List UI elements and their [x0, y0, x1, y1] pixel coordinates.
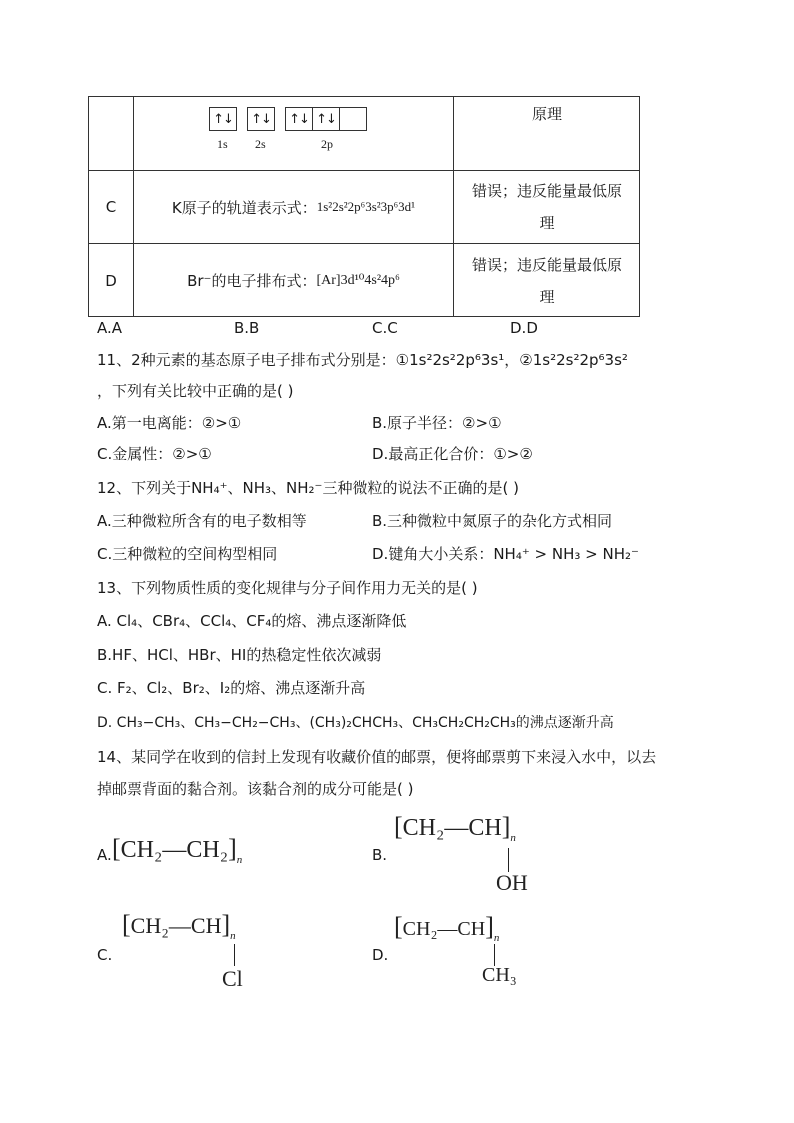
q10-option-d[interactable]: D.D	[510, 319, 538, 337]
q13-option-a[interactable]: A. Cl₄、CBr₄、CCl₄、CF₄的熔、沸点逐渐降低	[97, 612, 407, 630]
q14-option-b-label[interactable]: B.	[372, 846, 388, 864]
q14-polymer-d: $[CH_2—CH]_n$	[394, 912, 500, 944]
row-d-content	[134, 244, 453, 317]
q12-option-d[interactable]: D.键角大小关系：NH₄⁺ > NH₃ > NH₂⁻	[372, 545, 639, 563]
q13-stem: 13、下列物质性质的变化规律与分子间作用力无关的是( )	[97, 579, 478, 597]
row-c-letter: C	[105, 198, 117, 216]
polymer-d-substituent: CH₃	[482, 964, 517, 986]
q10-option-a[interactable]: A.A	[97, 319, 123, 337]
row-c-comment-line2: 理	[539, 214, 555, 232]
polymer-c-n: n	[230, 930, 236, 942]
q14-option-d-label[interactable]: D.	[372, 946, 389, 964]
polymer-a-main: CH₂—CH₂	[120, 837, 229, 863]
row-c-prefix: K原子的轨道表示式：	[171, 198, 317, 217]
q10-option-c[interactable]: C.C	[372, 319, 398, 337]
orbital-label-1s: 1s	[217, 137, 228, 151]
q14-option-c-label[interactable]: C.	[97, 946, 113, 964]
q12-option-a[interactable]: A.三种微粒所含有的电子数相等	[97, 512, 307, 530]
orbital-box-2p-3	[339, 107, 367, 131]
row-d-comment	[454, 244, 640, 317]
q12-option-c[interactable]: C.三种微粒的空间构型相同	[97, 545, 278, 563]
q11-stem-line1: 11、2种元素的基态原子电子排布式分别是：①1s²2s²2p⁶3s¹，②1s²2s²2p⁶3s²	[97, 351, 628, 369]
q14-polymer-b: $[CH_2—CH]_n$	[394, 812, 516, 844]
answer-table	[88, 96, 640, 317]
polymer-b-main: CH₂—CH	[402, 815, 502, 841]
q14-option-a-label[interactable]: A.	[97, 846, 112, 864]
row-d-comment-line2: 理	[539, 287, 555, 306]
polymer-c-substituent: Cl	[222, 966, 243, 991]
polymer-d-n: n	[493, 932, 500, 944]
polymer-c-main: CH₂—CH	[130, 913, 222, 938]
polymer-d-main: CH₂—CH	[402, 918, 486, 940]
q10-option-b[interactable]: B.B	[234, 319, 260, 337]
q11-option-a[interactable]: A.第一电离能：②>①	[97, 414, 242, 432]
q14-stem-line2: 掉邮票背面的黏合剂。该黏合剂的成分可能是( )	[97, 780, 414, 798]
polymer-b-bond	[508, 848, 509, 872]
q13-option-b[interactable]: B.HF、HCl、HBr、HI的热稳定性依次减弱	[97, 646, 382, 664]
q13-option-d[interactable]: D. CH₃−CH₃、CH₃−CH₂−CH₃、(CH₃)₂CHCH₃、CH₃CH₂CH₂CH₃的沸点逐渐升高	[97, 715, 614, 731]
orbital-box-2s: ↑↓	[247, 107, 275, 131]
orbital-label-2p: 2p	[321, 137, 333, 151]
row-c-formula: 1s²2s²2p⁶3s²3p⁶3d¹	[316, 199, 416, 214]
polymer-a-n: n	[236, 854, 243, 866]
q11-option-b[interactable]: B.原子半径：②>①	[372, 414, 502, 432]
row-c-comment-line1: 错误；违反能量最低原	[471, 182, 622, 200]
row-d-prefix: Br⁻的电子排布式：	[187, 272, 317, 290]
orbital-diagram	[209, 107, 379, 167]
row-d-formula: [Ar]3d¹⁰4s²4p⁶	[316, 273, 400, 288]
row-d-comment-line1: 错误；违反能量最低原	[471, 255, 622, 274]
q11-stem-line2: ，下列有关比较中正确的是( )	[97, 382, 294, 400]
orbital-box-2p-2: ↑↓	[312, 107, 340, 131]
q14-polymer-c: $[CH_2—CH]_n$	[122, 910, 236, 942]
q13-option-c[interactable]: C. F₂、Cl₂、Br₂、I₂的熔、沸点逐渐升高	[97, 679, 366, 697]
row-c-content	[134, 171, 453, 243]
polymer-c-bond	[234, 944, 235, 966]
polymer-b-substituent: OH	[496, 870, 528, 895]
polymer-b-n: n	[510, 832, 516, 844]
row-b-comment: 原理	[531, 104, 562, 123]
row-c-comment	[454, 171, 640, 243]
orbital-label-2s: 2s	[255, 137, 266, 151]
q11-option-c[interactable]: C.金属性：②>①	[97, 445, 212, 463]
polymer-d-bond	[494, 944, 495, 966]
orbital-box-1s: ↑↓	[209, 107, 237, 131]
orbital-box-2p-1: ↑↓	[285, 107, 313, 131]
row-d-letter: D	[105, 271, 117, 290]
q12-option-b[interactable]: B.三种微粒中氮原子的杂化方式相同	[372, 512, 613, 530]
q14-stem-line1: 14、某同学在收到的信封上发现有收藏价值的邮票，便将邮票剪下来浸入水中，以去	[97, 748, 657, 766]
q14-polymer-a: $[CH_2—CH_2]_n$	[112, 834, 243, 866]
q12-stem: 12、下列关于NH₄⁺、NH₃、NH₂⁻三种微粒的说法不正确的是( )	[97, 479, 519, 497]
q11-option-d[interactable]: D.最高正化合价：①>②	[372, 445, 533, 463]
